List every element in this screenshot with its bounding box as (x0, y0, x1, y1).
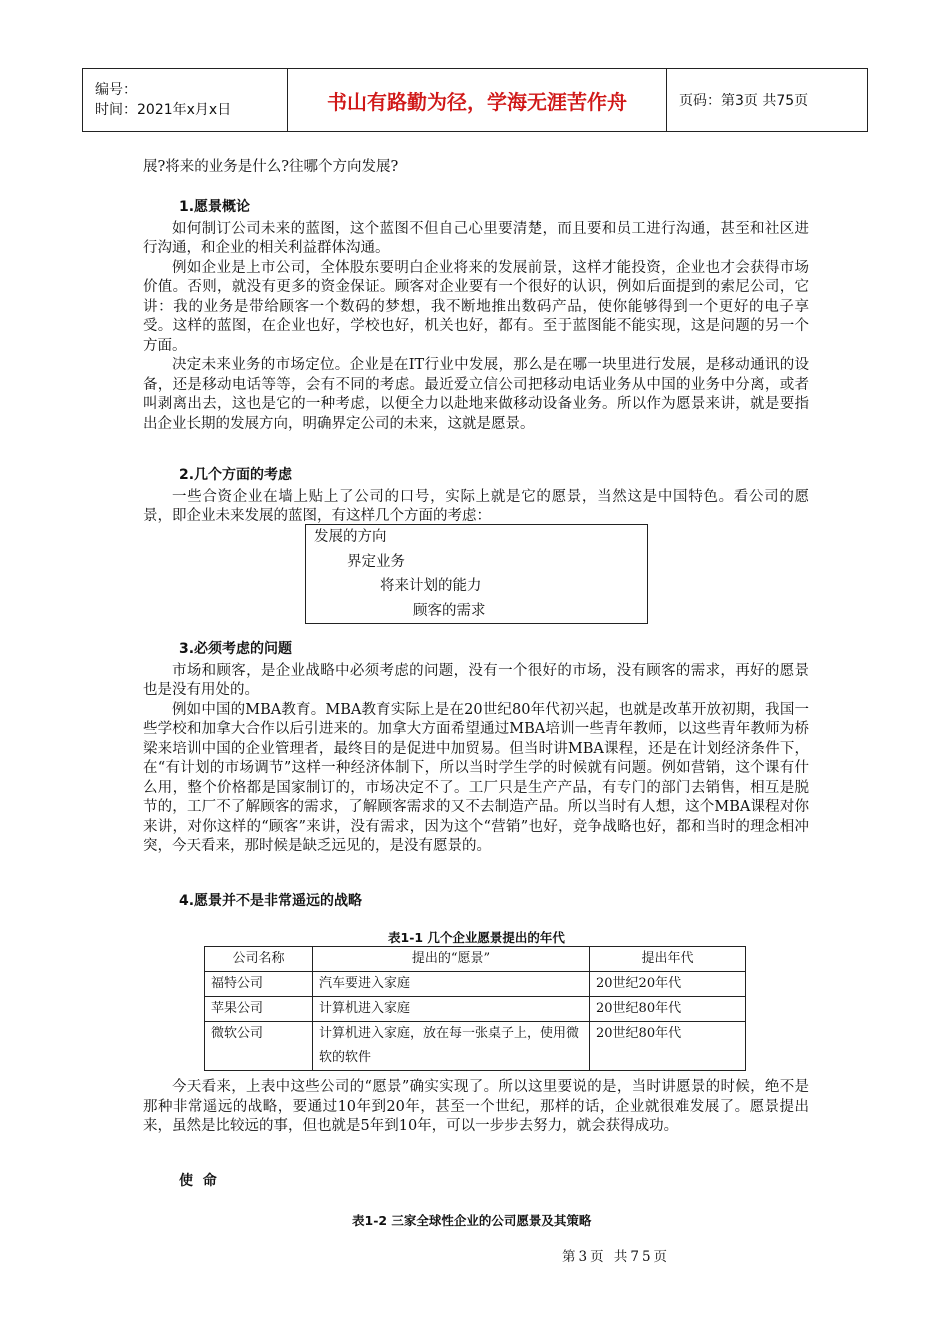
table-cell: 计算机进入家庭，放在每一张桌子上，使用微软的软件 (313, 1022, 590, 1071)
table-row (205, 1022, 746, 1071)
intro-line: 展?将来的业务是什么?往哪个方向发展? (143, 159, 399, 175)
section-heading: 1.愿景概论 (179, 199, 251, 215)
table-cell: 福特公司 (205, 972, 313, 997)
table-row (205, 972, 746, 997)
paragraph: 例如企业是上市公司，全体股东要明白企业将来的发展前景，这样才能投资，企业也才会获得市场价值。否则，就没有更多的资金保证。顾客对企业要有一个很好的认识，例如后面提到的索尼公司，它讲：我的业务是带给顾客一个数码的梦想，我不断地推出数码产品，使你能够得到一个更好的电子享受。这样的蓝图，在企业也好，学校也好，机关也好，都有。至于蓝图能不能实现，这是问题的另一个方面。 (143, 259, 809, 354)
table-header-row (205, 947, 746, 972)
document-number-label: 编号： (95, 82, 137, 98)
table-cell: 20世纪80年代 (590, 997, 746, 1022)
table1-caption: 表1-1 几个企业愿景提出的年代 (388, 930, 565, 945)
table-cell: 20世纪20年代 (590, 972, 746, 997)
box-item: 顾客的需求 (413, 602, 486, 619)
mission-block (143, 1172, 809, 1194)
section-heading: 2.几个方面的考虑 (179, 467, 293, 483)
header-motto: 书山有路勤为径，学海无涯苦作舟 (288, 69, 667, 132)
paragraph: 一些合资企业在墙上贴上了公司的口号，实际上就是它的愿景，当然这是中国特色。看公司的愿景，即企业未来发展的蓝图，有这样几个方面的考虑： (143, 488, 809, 524)
section-vision-overview (143, 198, 809, 434)
paragraph: 例如中国的MBA教育。MBA教育实际上是在20世纪80年代初兴起，也就是改革开放初期，我国一些学校和加拿大合作以后引进来的。加拿大方面希望通过MBA培训一些青年教师，以这些青年教师为桥梁来培训中国的企业管理者，最终目的是促进中加贸易。但当时讲MBA课程，还是在计划经济条件下，在“有计划的市场调节”这样一种经济体制下，所以当时学生学的时候就有问题。例如营销，这个课有什么用，整个价格都是国家制订的，市场决定不了。工厂只是生产产品，有专门的部门去销售，相互是脱节的，工厂不了解顾客的需求，了解顾客需求的又不去制造产品。所以当时有人想，这个MBA课程对你来讲，对你这样的“顾客”来讲，没有需求，因为这个“营销”也好，竞争战略也好，都和当时的理念相冲突，今天看来，那时候是缺乏远见的，是没有愿景的。 (143, 701, 809, 854)
mission-heading: 使 命 (179, 1173, 217, 1189)
paragraph: 市场和顾客，是企业战略中必须考虑的问题，没有一个很好的市场，没有顾客的需求，再好的愿景也是没有用处的。 (143, 662, 809, 698)
considerations-box (305, 524, 648, 624)
table-header-cell: 提出的“愿景” (313, 947, 590, 972)
section-not-distant-body (143, 1078, 809, 1137)
header-page-text: 页码：第3页 共75页 (679, 93, 809, 109)
page-header (82, 68, 868, 132)
table-cell: 苹果公司 (205, 997, 313, 1022)
table-header-cell: 提出年代 (590, 947, 746, 972)
page-footer: 第3页 共75页 (562, 1249, 671, 1265)
table-cell: 汽车要进入家庭 (313, 972, 590, 997)
section-heading: 3.必须考虑的问题 (179, 641, 293, 657)
section-heading: 4.愿景并不是非常遥远的战略 (179, 893, 363, 909)
table-cell: 微软公司 (205, 1022, 313, 1071)
box-item: 发展的方向 (314, 529, 387, 545)
box-item: 将来计划的能力 (380, 578, 482, 594)
paragraph: 如何制订公司未来的蓝图，这个蓝图不但自己心里要清楚，而且要和员工进行沟通，甚至和社区进行沟通，和企业的相关利益群体沟通。 (143, 220, 809, 256)
section-must-consider (143, 640, 809, 857)
table-cell: 计算机进入家庭 (313, 997, 590, 1022)
section-considerations (143, 466, 809, 527)
section-not-distant (143, 892, 809, 914)
vision-year-table (204, 946, 746, 1071)
paragraph: 决定未来业务的市场定位。企业是在IT行业中发展，那么是在哪一块里进行发展，是移动通讯的设备，还是移动电话等等，会有不同的考虑。最近爱立信公司把移动电话业务从中国的业务中分离，或者叫剥离出去，这也是它的一种考虑，以便全力以赴地来做移动设备业务。所以作为愿景来讲，就是要指出企业长期的发展方向，明确界定公司的未来，这就是愿景。 (143, 357, 809, 432)
table-row (205, 997, 746, 1022)
box-item: 界定业务 (347, 553, 405, 570)
document-date-label: 时间：2021年x月x日 (95, 102, 232, 118)
header-page-info (667, 69, 868, 132)
table-header-cell: 公司名称 (205, 947, 313, 972)
paragraph: 今天看来，上表中这些公司的“愿景”确实实现了。所以这里要说的是，当时讲愿景的时候，绝不是那种非常遥远的战略，要通过10年到20年，甚至一个世纪，那样的话，企业就很难发展了。愿景提出来，虽然是比较远的事，但也就是5年到10年，可以一步步去努力，就会获得成功。 (143, 1079, 809, 1134)
header-meta (83, 69, 288, 132)
table2-caption: 表1-2 三家全球性企业的公司愿景及其策略 (352, 1213, 592, 1228)
intro-block (143, 158, 809, 178)
table-cell: 20世纪80年代 (590, 1022, 746, 1071)
